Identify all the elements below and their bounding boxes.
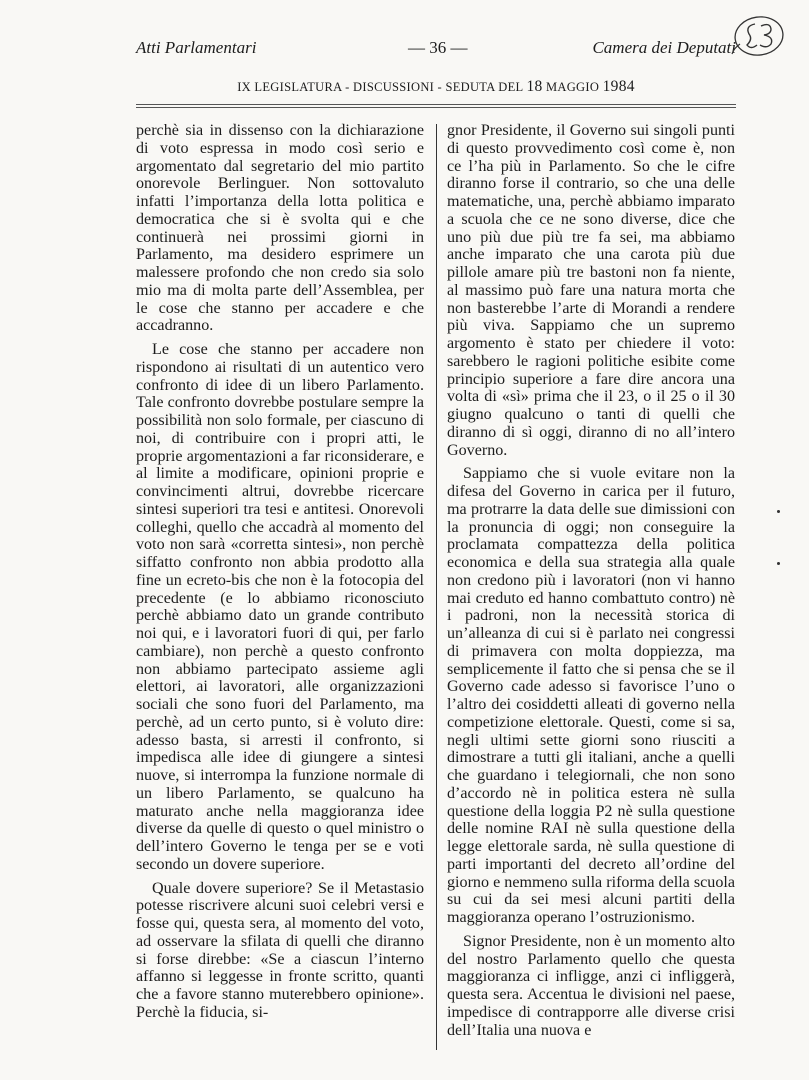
handwritten-page-stamp — [728, 14, 786, 58]
left-paragraph-3: Quale dovere superiore? Se il Metastasio potesse riscrivere alcuni suoi celebri versi e fosse qui, questa sera, al momento del voto, ad osservare la sfilata di quelli che diranno si forse direbbe: «Se a ciascun l’interno affanno si leggesse in fronte scritto, quanti che a favore stanno muterebbero opinione». Perchè la fiducia, si- — [136, 879, 424, 1021]
subheader-month: MAGGIO — [542, 80, 603, 94]
margin-mark — [777, 562, 780, 565]
margin-mark — [777, 510, 780, 513]
header-rule-top — [136, 104, 736, 105]
left-column — [136, 122, 424, 1028]
subheader-day: 18 — [526, 78, 543, 95]
right-paragraph-1: gnor Presidente, il Governo sui singoli punti di questo provvedimento così come è, non ce l’ha più in Parlamento. So che le cifre diranno forse il contrario, so che una delle matematiche, una, perchè abbiamo imparato a scuola che ce ne sono diverse, dice che uno più due più tre fa sei, ma abbiamo anche imparato che una carota più due pillole amare più tre bastoni non fa niente, al massimo può fare una natura morta che non basterebbe l’arte di Morandi a rendere più viva. Sappiamo che un supremo argomento è stato per chiedere il voto: sarebbero le ragioni politiche esibite come principio superiore a fare dire ancora una volta di «sì» prima che il 23, o il 25 o il 30 giugno qualcuno o tanti di quelli che diranno di sì oggi, diranno di no all’intero Governo. — [447, 122, 735, 459]
right-paragraph-2: Sappiamo che si vuole evitare non la difesa del Governo in carica per il futuro, ma protrarre la data delle sue dimissioni con la pronuncia di oggi; non conseguire la proclamata compattezza della politica economica e della sua strategia alla quale non credono più i lavoratori (non vi hanno mai creduto ed hanno combattuto contro) nè i padroni, non la necessità storica di un’alleanza di cui si è parlato nei congressi di primavera con molta doppiezza, ma semplicemente il fatto che si pensa che se il Governo cade adesso si favorisce l’uno o l’altro dei cosiddetti alleati di governo nella competizione elettorale. Questi, come si sa, negli ultimi sette giorni sono riusciti a dimostrare a tutti gli italiani, anche a quelli che guardano i telegiornali, che non sono d’accordo nè in politica estera nè sulla questione della loggia P2 nè sulla questione delle nomine RAI nè sulla questione della legge elettorale sarda, nè sulla questione di parti importanti del decreto all’ordine del giorno e nemmeno sulla riforma della scuola su cui da sei mesi alcuni partiti della maggioranza operano l’ostruzionismo. — [447, 465, 735, 926]
right-column — [447, 122, 735, 1045]
header-rule-bottom — [136, 107, 736, 108]
header-chamber: Camera dei Deputati — [592, 38, 736, 57]
subheader-year: 1984 — [602, 78, 635, 95]
header-publication: Atti Parlamentari — [136, 38, 257, 57]
right-paragraph-3: Signor Presidente, non è un momento alto del nostro Parlamento quello che questa maggioranza ci infligge, anzi ci infliggerà, questa sera. Accentua le divisioni nel paese, impedisce di contrapporre alle diverse crisi dell’Italia una nuova e — [447, 932, 735, 1039]
left-paragraph-2: Le cose che stanno per accadere non rispondono ai risultati di un autentico vero confronto di idee di un libero Parlamento. Tale confronto dovrebbe postulare sempre la possibilità non solo formale, per ciascuno di noi, di contribuire con i propri atti, le proprie argomentazioni a far riconsiderare, e al limite a modificare, opinioni proprie e convincimenti altrui, dovrebbe ricercare sintesi superiori tra tesi e antitesi. Onorevoli colleghi, quello che accadrà al momento del voto non sarà «corretta sintesi», non perchè siffatto confronto non abbia prodotto alla fine un ecreto-bis che non è la fotocopia del precedente (e lo abbiamo riconosciuto perchè abbiamo dato un grande contributo noi qui, e i lavoratori fuori di qui, per farlo cambiare), non perchè a questo confronto non abbiamo partecipato assieme agli elettori, ai lavoratori, alle organizzazioni sociali che sono fuori del Parlamento, ma perchè, ad un certo punto, si è voluto dire: adesso basta, si arresti il confronto, si impedisca alle idee di giungere a sintesi nuove, si interrompa la funzione normale di un libero Parlamento, se qualcuno ha maturato anche nella maggioranza idee diverse da quelle di questo o quel ministro o dell’intero Governo le tenga per se e voti secondo un dovere superiore. — [136, 341, 424, 873]
left-paragraph-1: perchè sia in dissenso con la dichiarazione di voto espressa in modo così serio e argomentato dal segretario del mio partito onorevole Berlinguer. Non sottovaluto infatti l’importanza della lotta politica e democratica che si è svolta qui e che continuerà nei prossimi giorni in Parlamento, ma desidero esprimere un malessere profondo che non credo sia solo mio ma di molta parte dell’Assemblea, per le cose che stanno per accadere e che accadranno. — [136, 122, 424, 335]
subheader-prefix: IX LEGISLATURA - DISCUSSIONI - SEDUTA DEL — [237, 80, 527, 94]
page-number: — 36 — — [408, 38, 468, 57]
column-divider — [436, 124, 437, 1050]
session-subheader — [136, 78, 736, 96]
running-header — [136, 38, 736, 62]
